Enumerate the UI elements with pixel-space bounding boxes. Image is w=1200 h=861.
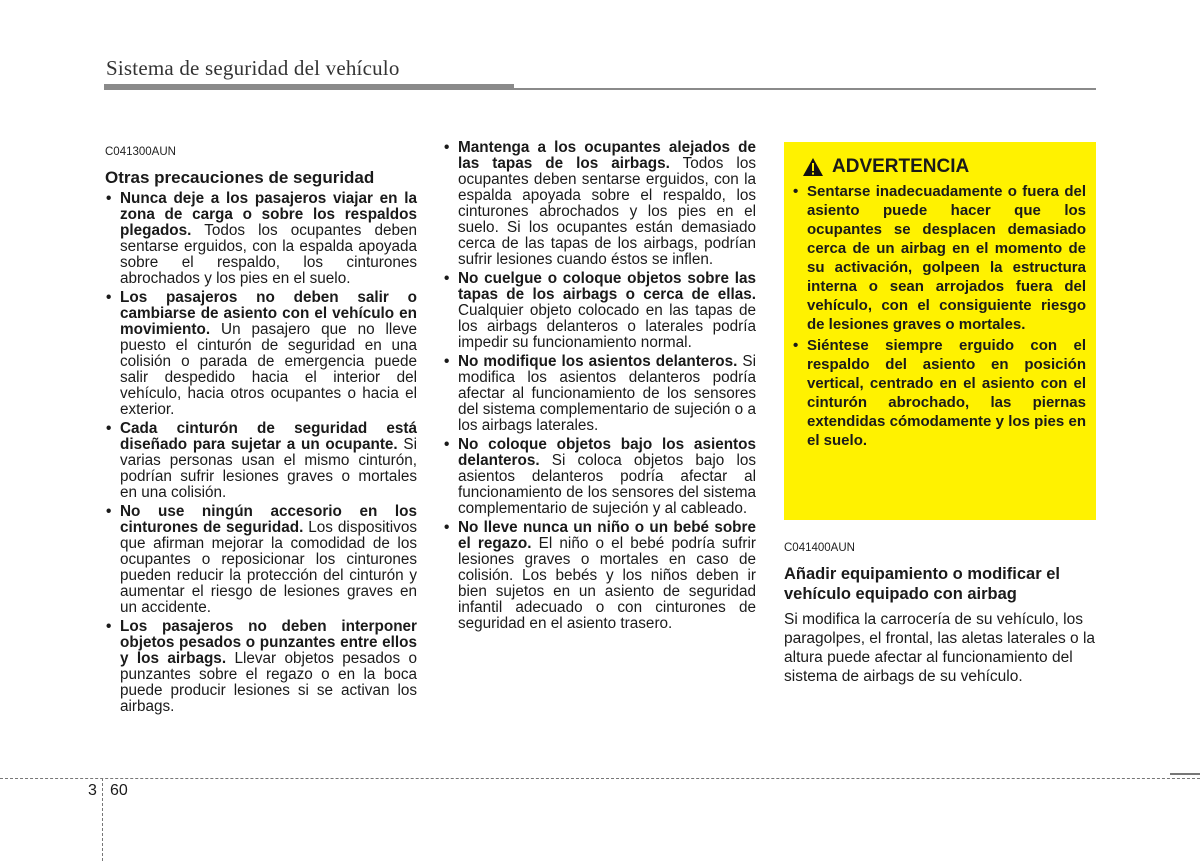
page-header-title: Sistema de seguridad del vehículo [106,56,400,80]
page-number: 60 [110,782,128,799]
warning-item: • Sentarse inadecuadamente o fuera del asiento puede hacer que los ocupantes se desplacen demasiado cerca de un airbag en el momento de su activación, golpeen la estructura interna o sean arrojados fuera del vehículo, con el consiguiente riesgo de lesiones graves o mortales. [792,182,1086,334]
list-item [105,191,417,287]
column-2 [443,140,756,635]
item-text: Cualquier objeto colocado en las tapas de los airbags delanteros o laterales podría impedir su funcionamiento normal. [458,302,756,351]
list-item [443,271,756,351]
item-bold-lead: No modifique los asientos delanteros. [458,353,738,370]
precautions-list-continued [443,140,756,632]
list-item [443,140,756,268]
item-text: Los dispositivos que afirman mejorar la comodidad de los ocupantes o reposicionar los cinturones pueden reducir la protección del cinturón y aumentar el riesgo de lesiones graves en un accidente. [120,519,417,616]
list-item [105,421,417,501]
item-bold-lead: Cada cinturón de seguridad está diseñado para sujetar a un ocupante. [120,420,417,453]
item-bold-lead: Los pasajeros no deben salir o cambiarse de asiento con el vehículo en movimiento. [120,289,417,338]
item-bold-lead: Mantenga a los ocupantes alejados de las tapas de los airbags. [458,139,756,172]
warning-title: ADVERTENCIA [832,156,970,177]
footer-rule [0,778,1200,779]
item-bold-lead: Nunca deje a los pasajeros viajar en la zona de carga o sobre los respaldos plegados. [120,190,417,239]
item-text: Si varias personas usan el mismo cinturón, podrían sufrir lesiones graves o mortales en una colisión. [120,436,417,501]
item-bold-lead: Los pasajeros no deben interponer objetos pesados o punzantes entre ellos y los airbags. [120,618,417,667]
header-rule-thick [104,84,514,90]
item-bold-lead: No cuelgue o coloque objetos sobre las tapas de los airbags o cerca de ellas. [458,270,756,303]
footer-corner-mark [1170,773,1200,775]
section-code: C041300AUN [105,146,176,158]
warning-list [792,182,1086,450]
list-item [443,520,756,632]
list-item [105,619,417,715]
item-bold-lead: No coloque objetos bajo los asientos delanteros. [458,436,756,469]
item-bold-lead: No use ningún accesorio en los cinturones de seguridad. [120,503,417,536]
section-title: Añadir equipamiento o modificar el vehículo equipado con airbag [784,565,1060,603]
list-item [105,504,417,616]
item-bold-lead: No lleve nunca un niño o un bebé sobre el regazo. [458,519,756,552]
warning-item: • Siéntese siempre erguido con el respaldo del asiento en posición vertical, centrado en el asiento con el cinturón abrochado, las piernas extendidas cómodamente y los pies en el suelo. [792,336,1086,450]
item-text: Todos los ocupantes deben sentarse erguidos, con la espalda apoyada sobre el respaldo, los cinturones abrochados y los pies en el suelo. Si los ocupantes están demasiado cerca de las tapas de los airbags, podrían sufrir lesiones cuando éstos se inflen. [458,155,756,268]
item-text: Llevar objetos pesados o punzantes sobre el regazo o en la boca puede producir lesiones si se activan los airbags. [120,650,417,715]
item-text: Si modifica los asientos delanteros podría afectar al funcionamiento de los sensores del sistema complementario de sujeción o a los airbags laterales. [458,353,756,434]
list-item [443,437,756,517]
item-text: Un pasajero que no lleve puesto el cinturón de seguridad en una colisión o parada de emergencia puede salir despedido hacia el interior del vehículo, hacia otros ocupantes o hacia el exterior. [120,321,417,418]
warning-box [784,142,1096,520]
chapter-number: 3 [88,782,97,799]
item-text: Todos los ocupantes deben sentarse erguidos, con la espalda apoyada sobre el respaldo, los cinturones abrochados y los pies en el suelo. [120,222,417,287]
item-text: Si coloca objetos bajo los asientos delanteros podría afectar al funcionamiento de los sensores del sistema complementario de sujeción y al cableado. [458,452,756,517]
header-rule-thin [514,88,1096,90]
section-title: Otras precauciones de seguridad [105,168,375,187]
warning-header [802,156,1086,178]
list-item [105,290,417,418]
item-text: El niño o el bebé podría sufrir lesiones graves o mortales en caso de colisión. Los bebés y los niños deben ir bien sujetos en un asiento de seguridad infantil adecuado o con cinturones de seguridad en el asiento trasero. [458,535,756,632]
footer-vertical-rule [102,778,103,861]
list-item [443,354,756,434]
column-1 [105,144,417,718]
section-code: C041400AUN [784,542,855,554]
column-3 [784,540,1096,686]
precautions-list [105,191,417,715]
section-body: Si modifica la carrocería de su vehículo, los paragolpes, el frontal, las aletas laterales o la altura puede afectar al funcionamiento del sistema de airbags de su vehículo. [784,611,1096,685]
warning-triangle-icon [802,157,824,177]
